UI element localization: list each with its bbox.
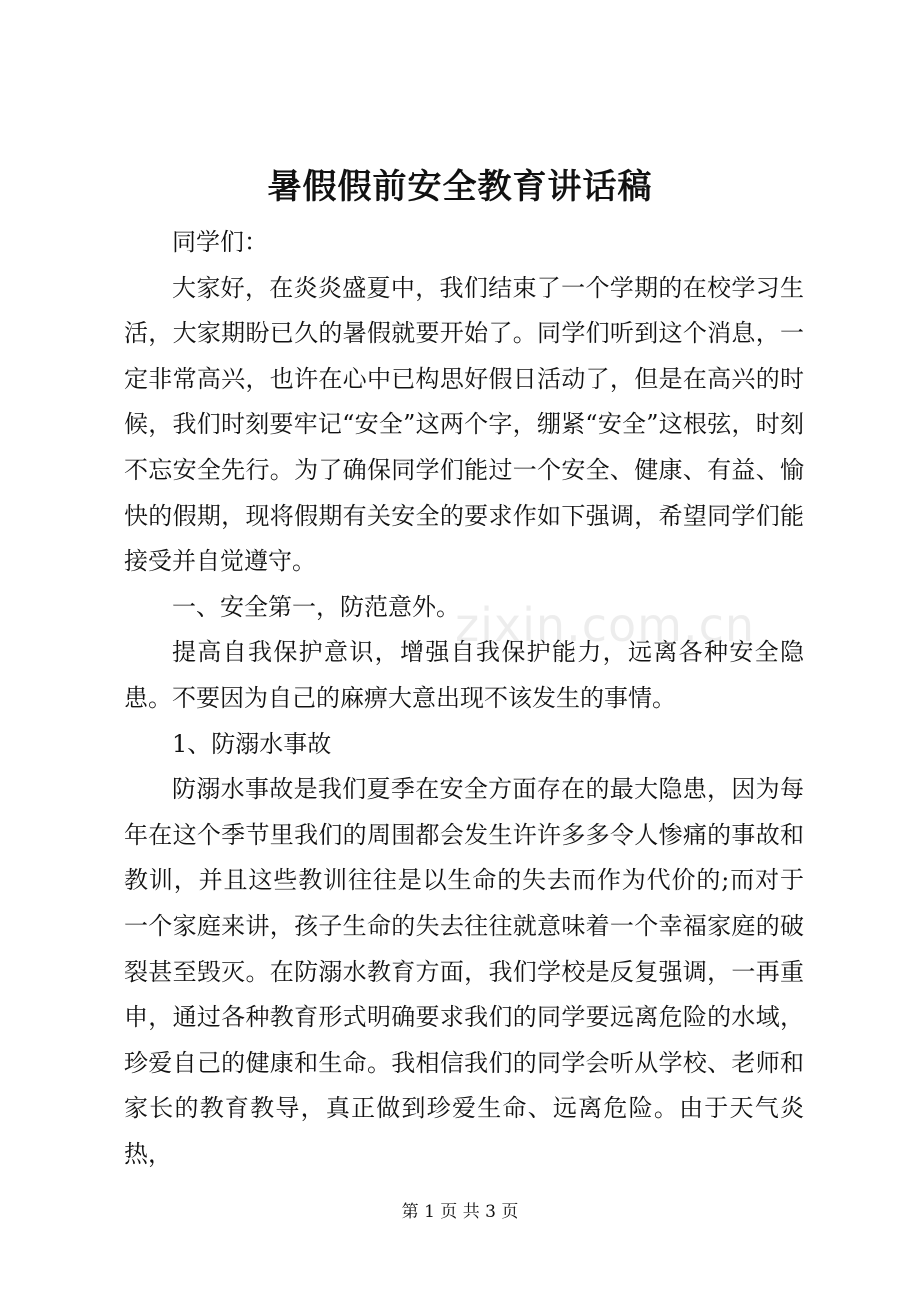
page-footer: 第 1 页 共 3 页 [401,1202,519,1222]
intro-paragraph: 大家好，在炎炎盛夏中，我们结束了一个学期的在校学习生活，大家期盼已久的暑假就要开始了。同学们听到这个消息，一定非常高兴，也许在心中已构思好假日活动了，但是在高兴的时候，我们时刻要牢记“安全”这两个字，绷紧“安全”这根弦，时刻不忘安全先行。为了确保同学们能过一个安全、健康、有益、愉快的假期，现将假期有关安全的要求作如下强调，希望同学们能接受并自觉遵守。 [124,273,804,576]
section-heading-1: 一、安全第一，防范意外。 [172,592,460,621]
subsection-heading-1: 1、防溺水事故 [172,729,332,758]
subsection-paragraph-1: 防溺水事故是我们夏季在安全方面存在的最大隐患，因为每年在这个季节里我们的周围都会发生许许多多令人惨痛的事故和教训，并且这些教训往往是以生命的失去而作为代价的;而对于一个家庭来讲，孩子生命的失去往往就意味着一个幸福家庭的破裂甚至毁灭。在防溺水教育方面，我们学校是反复强调，一再重申，通过各种教育形式明确要求我们的同学要远离危险的水域，珍爱自己的健康和生命。我相信我们的同学会听从学校、老师和家长的教育教导，真正做到珍爱生命、远离危险。由于天气炎热， [124,775,804,1168]
greeting-paragraph: 同学们： [172,228,268,256]
section-paragraph-1: 提高自我保护意识，增强自我保护能力，远离各种安全隐患。不要因为自己的麻痹大意出现不该发生的事情。 [124,638,804,712]
document-body [124,220,804,1177]
document-title: 暑假假前安全教育讲话稿 [267,167,653,207]
watermark: zixin.com.cn [455,598,756,652]
